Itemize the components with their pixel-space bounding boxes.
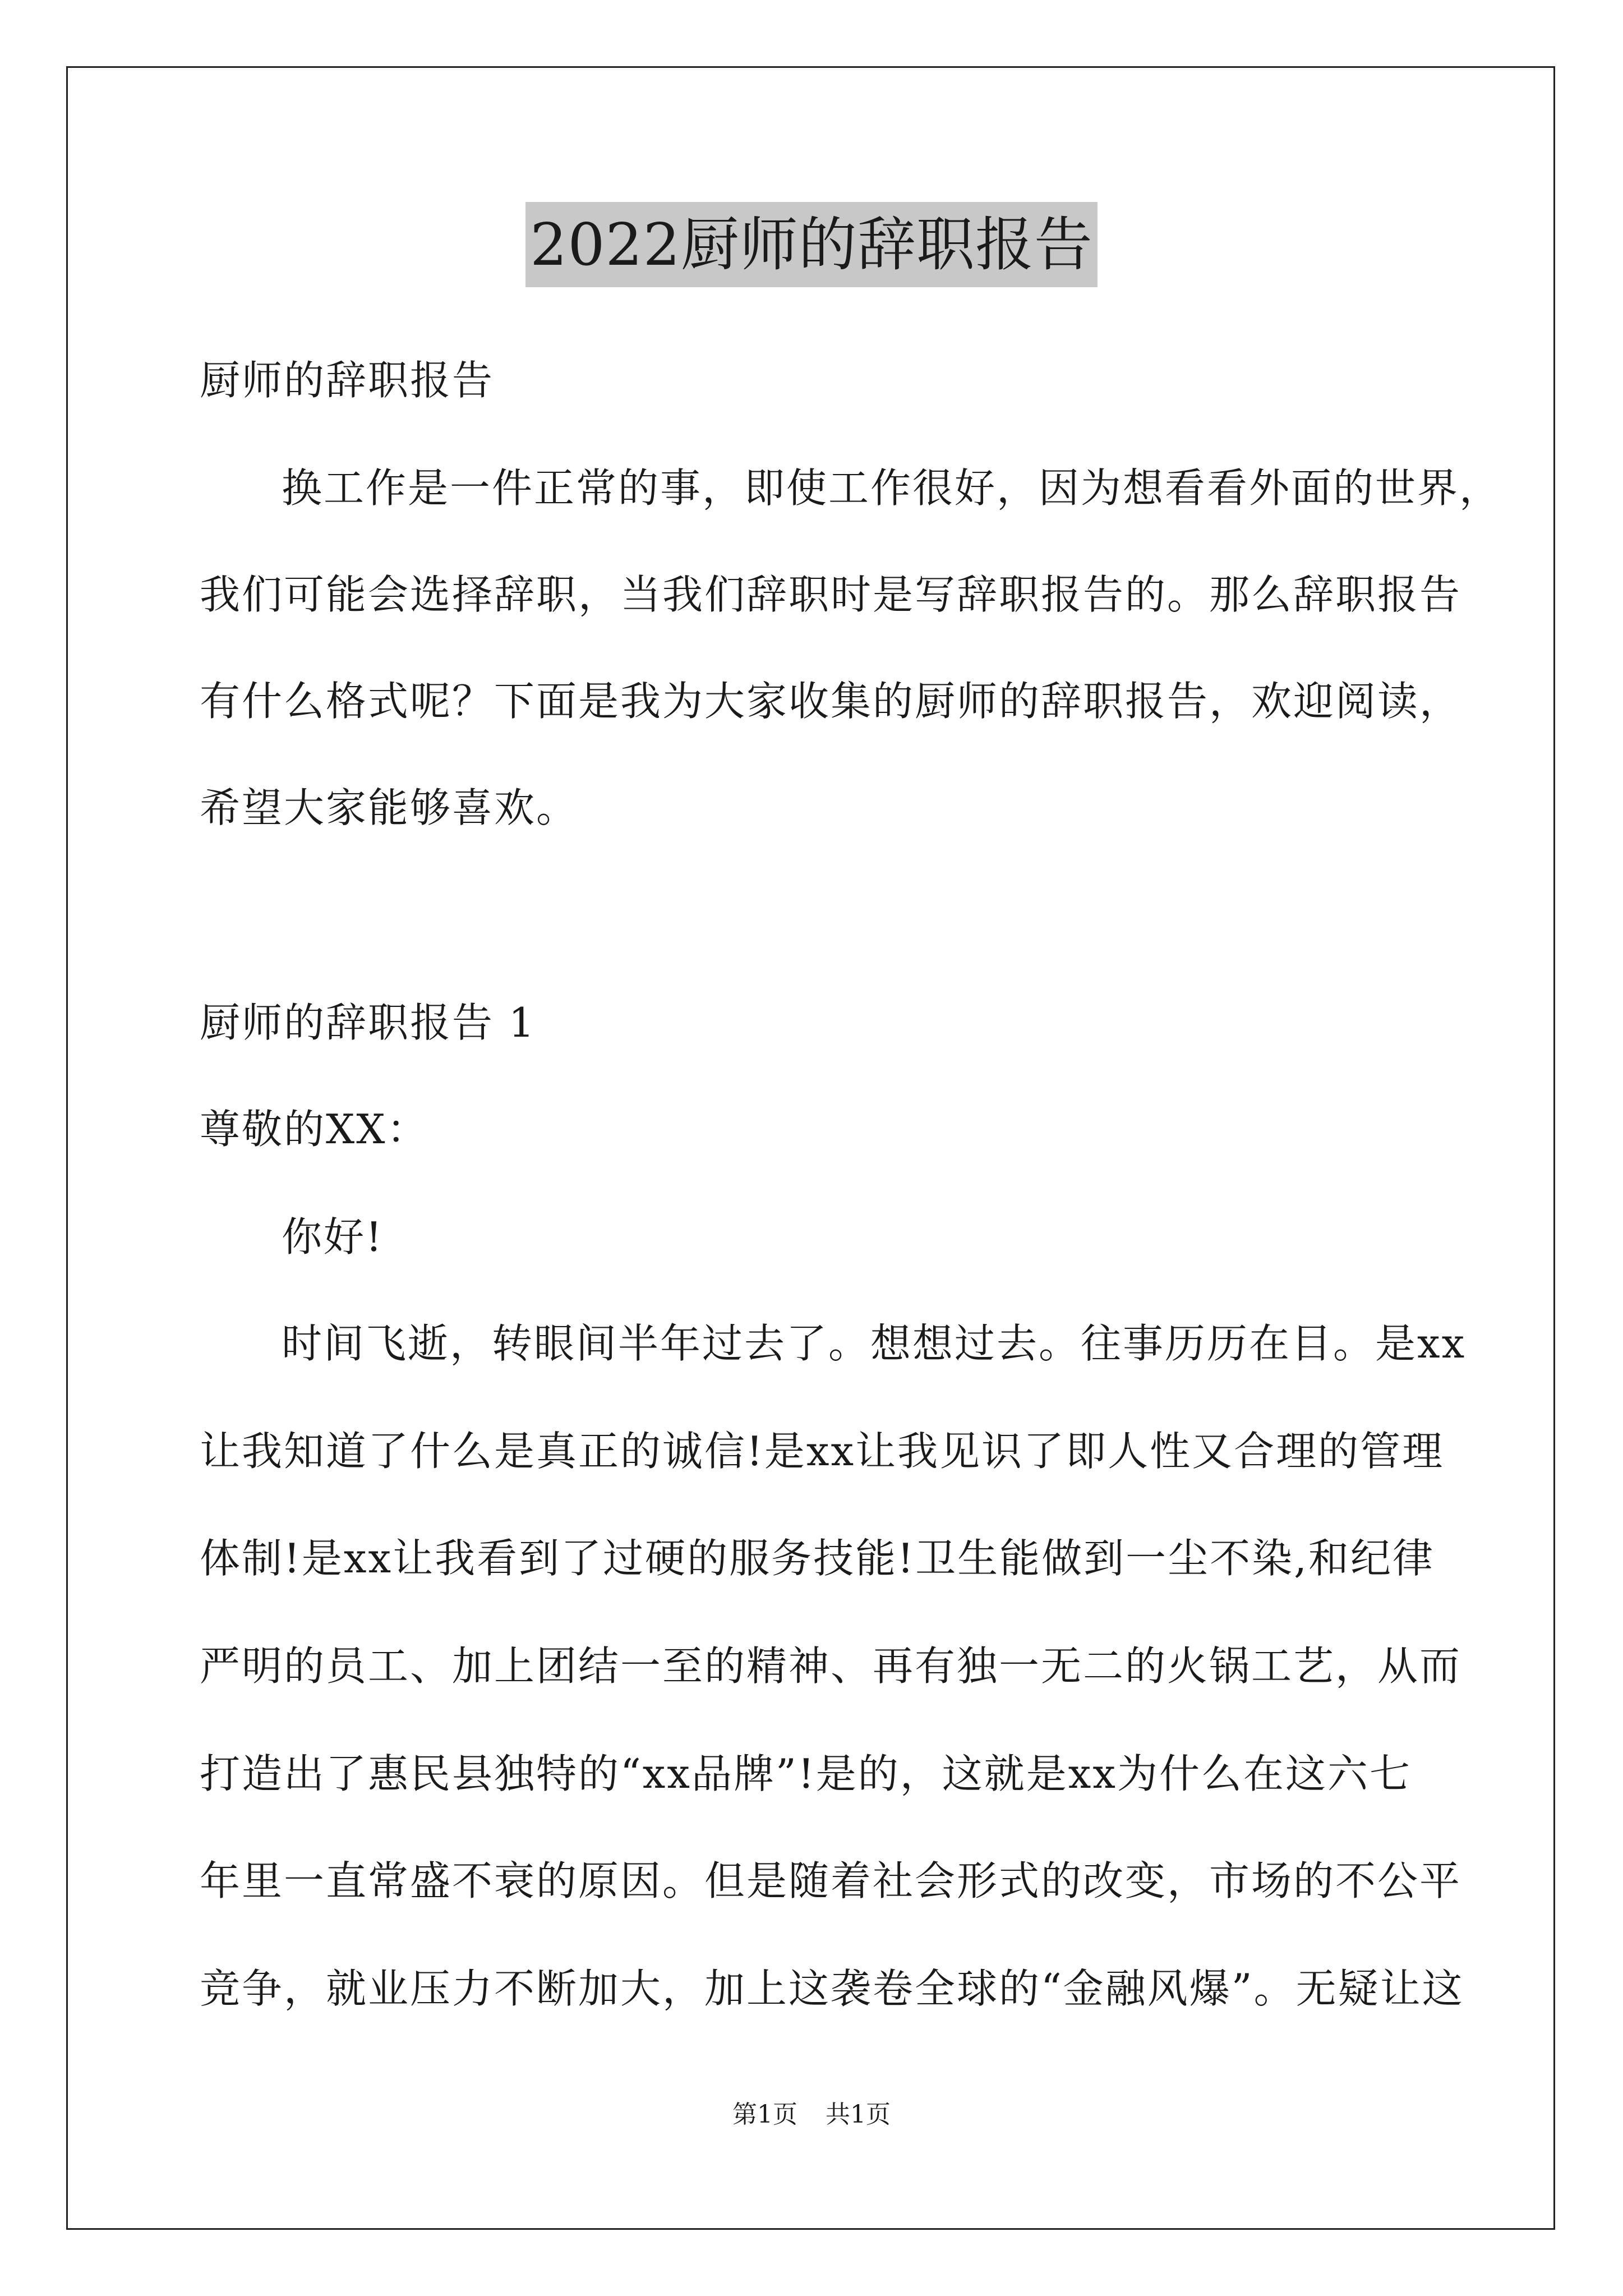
body-line: 体制!是xx让我看到了过硬的服务技能!卫生能做到一尘不染,和纪律 bbox=[200, 1535, 1435, 1582]
body-line: 严明的员工、加上团结一至的精神、再有独一无二的火锅工艺，从而 bbox=[200, 1642, 1462, 1690]
body-line: 让我知道了什么是真正的诚信!是xx让我见识了即人性又合理的管理 bbox=[200, 1428, 1445, 1475]
page-number: 第1页 bbox=[732, 2100, 797, 2129]
intro-line: 我们可能会选择辞职，当我们辞职时是写辞职报告的。那么辞职报告 bbox=[200, 571, 1462, 618]
intro-line: 换工作是一件正常的事，即使工作很好，因为想看看外面的世界， bbox=[282, 464, 1502, 512]
document-title: 2022厨师的辞职报告 bbox=[525, 202, 1098, 287]
body-line: 竞争，就业压力不断加大，加上这袭卷全球的“金融风爆”。无疑让这 bbox=[200, 1965, 1464, 2012]
section-heading: 厨师的辞职报告 1 bbox=[200, 999, 536, 1046]
greeting: 你好! bbox=[282, 1213, 384, 1260]
body-line: 时间飞逝，转眼间半年过去了。想想过去。往事历历在目。是xx bbox=[282, 1320, 1467, 1367]
title-wrap bbox=[0, 202, 1623, 287]
intro-line: 希望大家能够喜欢。 bbox=[200, 784, 579, 831]
intro-line: 有什么格式呢？下面是我为大家收集的厨师的辞职报告，欢迎阅读， bbox=[200, 678, 1462, 725]
body-line: 年里一直常盛不衰的原因。但是随着社会形式的改变，市场的不公平 bbox=[200, 1857, 1462, 1904]
body-line: 打造出了惠民县独特的“xx品牌”!是的，这就是xx为什么在这六七 bbox=[200, 1750, 1412, 1797]
page-total: 共1页 bbox=[826, 2100, 891, 2129]
subtitle: 厨师的辞职报告 bbox=[200, 357, 495, 404]
salutation: 尊敬的XX： bbox=[200, 1106, 429, 1153]
page-footer bbox=[0, 2098, 1623, 2132]
